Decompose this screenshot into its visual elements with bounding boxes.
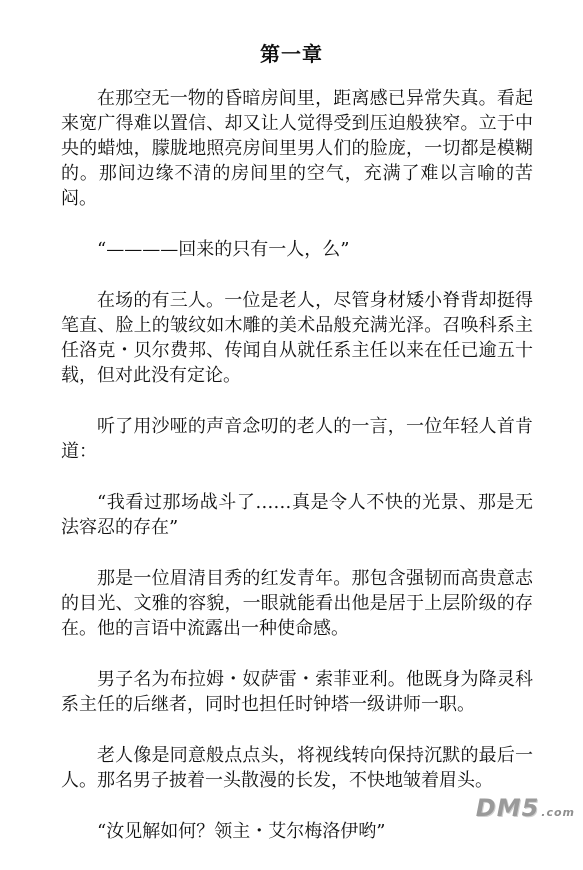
paragraph-2: “————回来的只有一人，么” bbox=[97, 239, 350, 260]
paragraph-4: 听了用沙哑的声音念叨的老人的一言，一位年轻人首肯道： bbox=[61, 416, 533, 462]
chapter-title: 第一章 bbox=[260, 42, 323, 66]
watermark-domain: .com bbox=[541, 806, 575, 819]
paragraph-7: 男子名为布拉姆・奴萨雷・索菲亚利。他既身为降灵科系主任的后继者，同时也担任时钟塔一级讲师一职。 bbox=[61, 669, 533, 715]
watermark-logo-text: DM5 bbox=[475, 794, 540, 822]
paragraph-6: 那是一位眉清目秀的红发青年。那包含强韧而高贵意志的目光、文雅的容貌，一眼就能看出他是居于上层阶级的存在。他的言语中流露出一种使命感。 bbox=[61, 568, 533, 639]
paragraph-5: “我看过那场战斗了……真是令人不快的光景、那是无法容忍的存在” bbox=[61, 492, 533, 538]
paragraph-1: 在那空无一物的昏暗房间里，距离感已异常失真。看起来宽广得难以置信、却又让人觉得受到压迫般狭窄。立于中央的蜡烛，朦胧地照亮房间里男人们的脸庞，一切都是模糊的。那间边缘不清的房间里的空气，充满了难以言喻的苦闷。 bbox=[61, 88, 533, 209]
paragraph-8: 老人像是同意般点点头，将视线转向保持沉默的最后一人。那名男子披着一头散漫的长发，不快地皱着眉头。 bbox=[61, 745, 533, 791]
site-watermark bbox=[476, 794, 575, 822]
paragraph-9: “汝见解如何？领主・艾尔梅洛伊哟” bbox=[97, 821, 386, 842]
paragraph-3: 在场的有三人。一位是老人，尽管身材矮小脊背却挺得笔直、脸上的皱纹如木雕的美术品般充满光泽。召唤科系主任洛克・贝尔费邦、传闻自从就任系主任以来在任已逾五十载，但对此没有定论。 bbox=[61, 290, 533, 386]
body-text bbox=[61, 86, 533, 870]
